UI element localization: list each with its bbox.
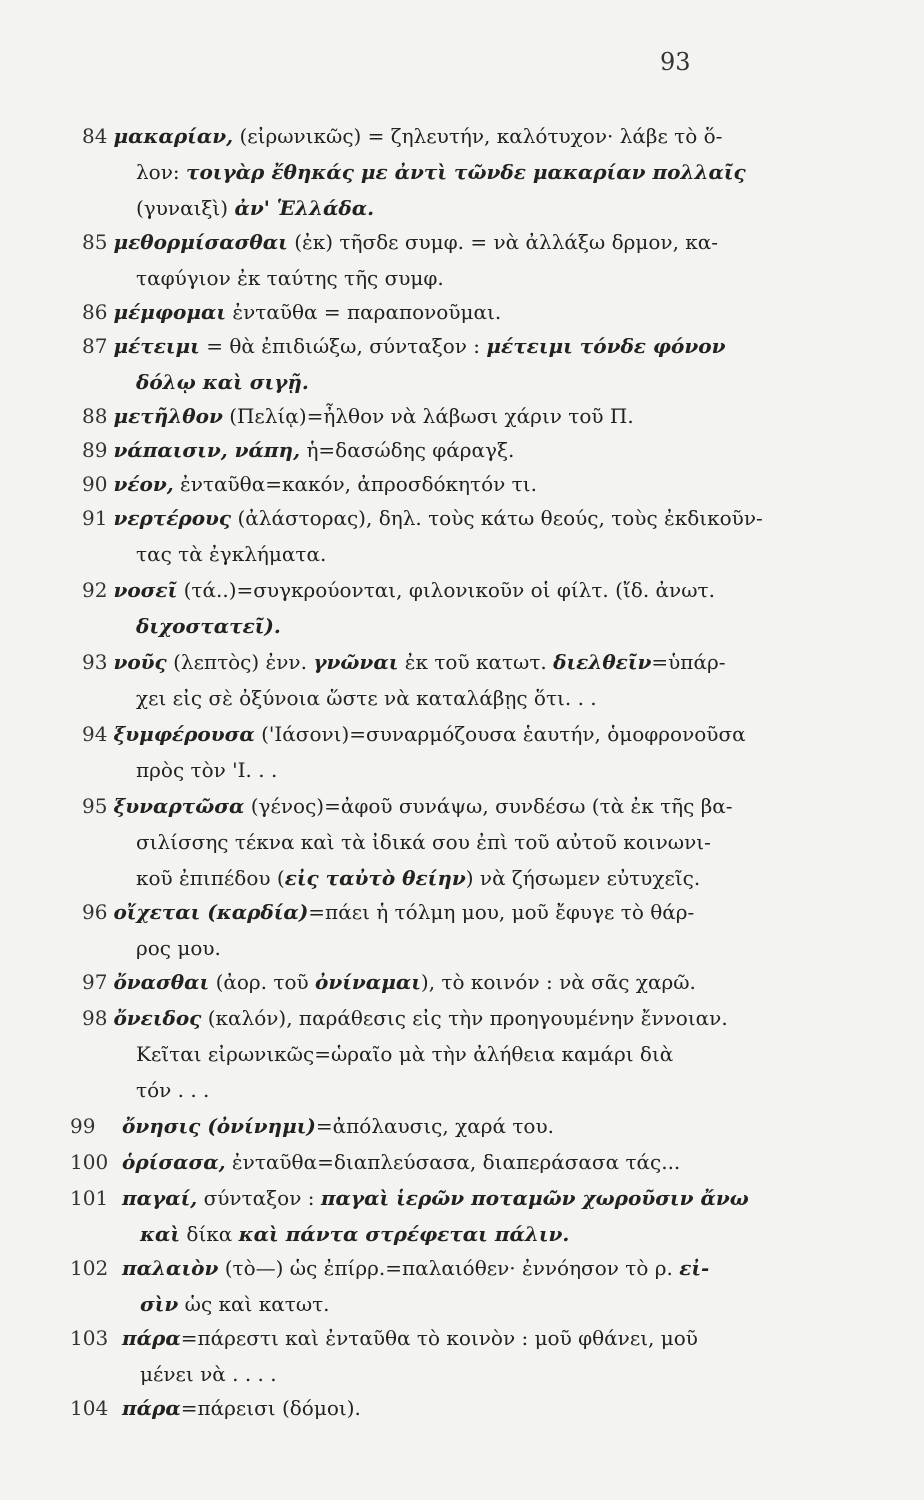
note-lemma: νοῦς xyxy=(113,650,167,674)
note-text: ἐκ τοῦ κατωτ. xyxy=(398,650,554,674)
note-text: Κεῖται εἰρωνικῶς=ὡραῖο μὰ τὴν ἀλήθεια καμάρι διὰ xyxy=(136,1042,674,1066)
note-text: ἐνταῦθα = παραπονοῦμαι. xyxy=(232,300,502,324)
note-text: ρος μου. xyxy=(136,936,221,960)
note-text: (τά..)=συγκρούονται, φιλονικοῦν οἱ φίλτ. (ἴδ. ἀνωτ. xyxy=(183,578,715,602)
note-87 xyxy=(82,328,782,400)
note-quote: εἰς ταὐτὸ θείην xyxy=(284,866,466,890)
note-number: 92 xyxy=(82,578,108,602)
note-90 xyxy=(82,466,782,502)
note-text: (γένος)=ἀφοῦ συνάψω, συνδέσω (τὰ ἐκ τῆς βα- xyxy=(250,794,733,818)
note-text: (τὸ—) ὡς ἐπίρρ.=παλαιόθεν· ἐννόησον τὸ ρ. xyxy=(224,1256,680,1280)
note-93 xyxy=(82,644,782,716)
note-quote: διελθεῖν xyxy=(553,650,652,674)
note-quote: ἀν' Ἑλλάδα. xyxy=(234,196,375,220)
note-text: (Πελίᾳ)=ἦλθον νὰ λάβωσι χάριν τοῦ Π. xyxy=(229,404,634,428)
note-lemma: νέον, xyxy=(113,472,174,496)
note-text: ὡς καὶ κατωτ. xyxy=(178,1292,330,1316)
note-quote: μέτειμι τόνδε φόνον xyxy=(486,334,726,358)
note-lemma: ξυναρτῶσα xyxy=(113,794,245,818)
note-quote: σὶν xyxy=(140,1292,179,1316)
note-text: δίκα xyxy=(180,1222,239,1246)
note-quote: καὶ πάντα στρέφεται πάλιν. xyxy=(238,1222,570,1246)
note-text: χει εἰς σὲ ὀξύνοια ὥστε νὰ καταλάβῃς ὅτι. . . xyxy=(136,686,597,710)
note-number: 103 xyxy=(70,1326,109,1350)
note-lemma: νερτέρους xyxy=(113,506,232,530)
note-number: 87 xyxy=(82,334,108,358)
note-text: ἐνταῦθα=διαπλεύσασα, διαπεράσασα τάς... xyxy=(231,1150,681,1174)
note-lemma: παλαιὸν xyxy=(122,1256,219,1280)
note-98 xyxy=(82,1000,782,1108)
note-text: (ἀλάστορας), δηλ. τοὺς κάτω θεούς, τοὺς ἐκδικοῦν- xyxy=(237,506,763,530)
note-lemma: νοσεῖ xyxy=(113,578,178,602)
note-88 xyxy=(82,398,782,434)
note-number: 89 xyxy=(82,438,108,462)
note-number: 91 xyxy=(82,506,108,530)
note-text: ) νὰ ζήσωμεν εὐτυχεῖς. xyxy=(465,866,701,890)
note-lemma: νάπαισιν, νάπη, xyxy=(113,438,301,462)
note-quote: ὀνίναμαι xyxy=(315,970,421,994)
note-85 xyxy=(82,224,782,296)
note-text: πρὸς τὸν 'Ι. . . xyxy=(136,758,278,782)
note-number: 97 xyxy=(82,970,108,994)
note-lemma: μετῆλθον xyxy=(113,404,223,428)
note-lemma: πάρα xyxy=(122,1396,181,1420)
note-lemma: οἴχεται (καρδία) xyxy=(113,900,309,924)
note-text: (λεπτὸς) ἐνν. xyxy=(173,650,314,674)
note-text: =ὑπάρ- xyxy=(651,650,726,674)
note-text: ταφύγιον ἐκ ταύτης τῆς συμφ. xyxy=(136,266,444,290)
note-number: 104 xyxy=(70,1396,109,1420)
note-number: 99 xyxy=(70,1114,96,1138)
note-103 xyxy=(70,1320,770,1392)
note-text: λον: xyxy=(136,160,186,184)
note-quote: τοιγὰρ ἔθηκάς με ἀντὶ τῶνδε μακαρίαν πολλαῖς xyxy=(185,160,746,184)
note-quote: καὶ xyxy=(140,1222,181,1246)
note-lemma: παγαί, xyxy=(122,1186,198,1210)
note-text: μένει νὰ . . . . xyxy=(140,1362,277,1386)
note-lemma: ὄνασθαι xyxy=(113,970,210,994)
note-100 xyxy=(70,1144,770,1180)
note-number: 90 xyxy=(82,472,108,496)
note-text: =πάρεστι καὶ ἐνταῦθα τὸ κοινὸν : μοῦ φθάνει, μοῦ xyxy=(180,1326,698,1350)
page-number: 93 xyxy=(660,48,691,76)
note-lemma: πάρα xyxy=(122,1326,181,1350)
note-97 xyxy=(82,964,782,1000)
note-lemma: μακαρίαν, xyxy=(113,124,234,148)
note-text: κοῦ ἐπιπέδου ( xyxy=(136,866,285,890)
note-text: ἡ=δασώδης φάραγξ. xyxy=(306,438,515,462)
note-99 xyxy=(70,1108,770,1144)
note-lemma: μεθορμίσασθαι xyxy=(113,230,288,254)
note-text: ('Ιάσονι)=συναρμόζουσα ἑαυτήν, ὁμοφρονοῦσα xyxy=(261,722,746,746)
note-number: 93 xyxy=(82,650,108,674)
note-text: =ἀπόλαυσις, χαρά του. xyxy=(315,1114,554,1138)
note-text: (εἰρωνικῶς) = ζηλευτήν, καλότυχον· λάβε τὸ ὅ- xyxy=(239,124,723,148)
note-quote: γνῶναι xyxy=(313,650,399,674)
note-text: σύνταξον : xyxy=(203,1186,321,1210)
note-86 xyxy=(82,294,782,330)
note-number: 98 xyxy=(82,1006,108,1030)
note-text: ), τὸ κοινόν : νὰ σᾶς χαρῶ. xyxy=(420,970,696,994)
note-91 xyxy=(82,500,782,572)
note-quote: παγαὶ ἱερῶν ποταμῶν χωροῦσιν ἄνω xyxy=(320,1186,749,1210)
note-quote: διχοστατεῖ). xyxy=(136,614,281,638)
note-text: =πάει ἡ τόλμη μου, μοῦ ἔφυγε τὸ θάρ- xyxy=(308,900,695,924)
note-lemma: ξυμφέρουσα xyxy=(113,722,255,746)
note-102 xyxy=(70,1250,770,1322)
note-text: (ἀορ. τοῦ xyxy=(215,970,316,994)
note-quote: εἰ- xyxy=(679,1256,710,1280)
note-text: (καλόν), παράθεσις εἰς τὴν προηγουμένην ἔννοιαν. xyxy=(207,1006,728,1030)
note-number: 94 xyxy=(82,722,108,746)
note-text: σιλίσσης τέκνα καὶ τὰ ἰδικά σου ἐπὶ τοῦ αὐτοῦ κοινωνι- xyxy=(136,830,711,854)
note-89 xyxy=(82,432,782,468)
note-quote: δόλῳ καὶ σιγῇ. xyxy=(136,370,309,394)
note-text: = θὰ ἐπιδιώξω, σύνταξον : xyxy=(206,334,487,358)
note-text: (ἐκ) τῆσδε συμφ. = νὰ ἀλλάξω δρμον, κα- xyxy=(294,230,719,254)
note-number: 102 xyxy=(70,1256,109,1280)
note-96 xyxy=(82,894,782,966)
note-text: τόν . . . xyxy=(136,1078,210,1102)
note-lemma: ὄνειδος xyxy=(113,1006,202,1030)
note-lemma: μέτειμι xyxy=(113,334,200,358)
note-lemma: μέμφομαι xyxy=(113,300,227,324)
note-104 xyxy=(70,1390,770,1426)
note-101 xyxy=(70,1180,770,1252)
note-number: 85 xyxy=(82,230,108,254)
note-text: ἐνταῦθα=κακόν, ἀπροσδόκητόν τι. xyxy=(180,472,537,496)
note-number: 95 xyxy=(82,794,108,818)
note-94 xyxy=(82,716,782,788)
note-95 xyxy=(82,788,782,896)
note-lemma: ὄνησις (ὀνίνημι) xyxy=(122,1114,316,1138)
note-number: 88 xyxy=(82,404,108,428)
note-number: 100 xyxy=(70,1150,109,1174)
note-number: 86 xyxy=(82,300,108,324)
note-92 xyxy=(82,572,782,644)
note-number: 101 xyxy=(70,1186,109,1210)
note-text: (γυναιξὶ) xyxy=(136,196,235,220)
note-text: τας τὰ ἐγκλήματα. xyxy=(136,542,327,566)
note-number: 84 xyxy=(82,124,108,148)
note-text: =πάρεισι (δόμοι). xyxy=(180,1396,361,1420)
note-84 xyxy=(82,118,782,226)
note-number: 96 xyxy=(82,900,108,924)
note-lemma: ὁρίσασα, xyxy=(122,1150,226,1174)
